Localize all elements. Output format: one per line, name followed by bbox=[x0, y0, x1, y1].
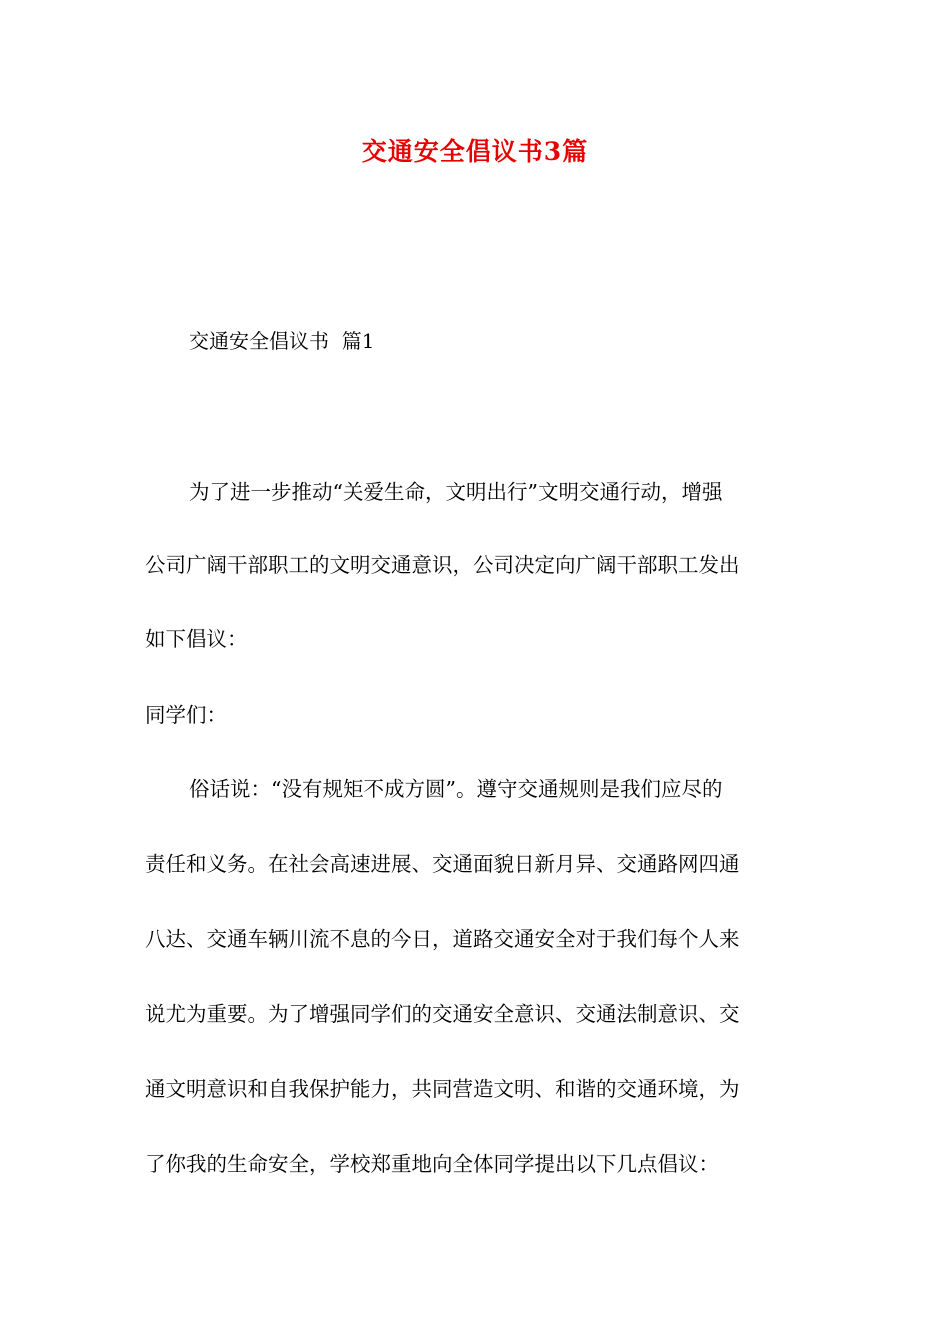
paragraph-line: 责任和义务。在社会高速进展、交通面貌日新月异、交通路网四通 bbox=[145, 852, 740, 876]
paragraph-line: 如下倡议： bbox=[145, 627, 248, 651]
paragraph-line: 说尤为重要。为了增强同学们的交通安全意识、交通法制意识、交 bbox=[145, 1002, 740, 1026]
paragraph-line: 八达、交通车辆川流不息的今日，道路交通安全对于我们每个人来 bbox=[145, 927, 740, 951]
paragraph-line: 俗话说：“没有规矩不成方圆”。遵守交通规则是我们应尽的 bbox=[189, 777, 723, 801]
document-title: 交通安全倡议书3篇 bbox=[361, 137, 589, 166]
paragraph-line: 通文明意识和自我保护能力，共同营造文明、和谐的交通环境，为 bbox=[145, 1077, 740, 1101]
paragraph-line: 公司广阔干部职工的文明交通意识，公司决定向广阔干部职工发出 bbox=[145, 553, 740, 577]
paragraph-line: 了你我的生命安全，学校郑重地向全体同学提出以下几点倡议： bbox=[145, 1152, 719, 1176]
paragraph-line: 为了进一步推动“关爱生命，文明出行”文明交通行动，增强 bbox=[189, 480, 723, 504]
salutation-line: 同学们： bbox=[145, 703, 227, 727]
section-heading: 交通安全倡议书 篇1 bbox=[189, 329, 375, 353]
